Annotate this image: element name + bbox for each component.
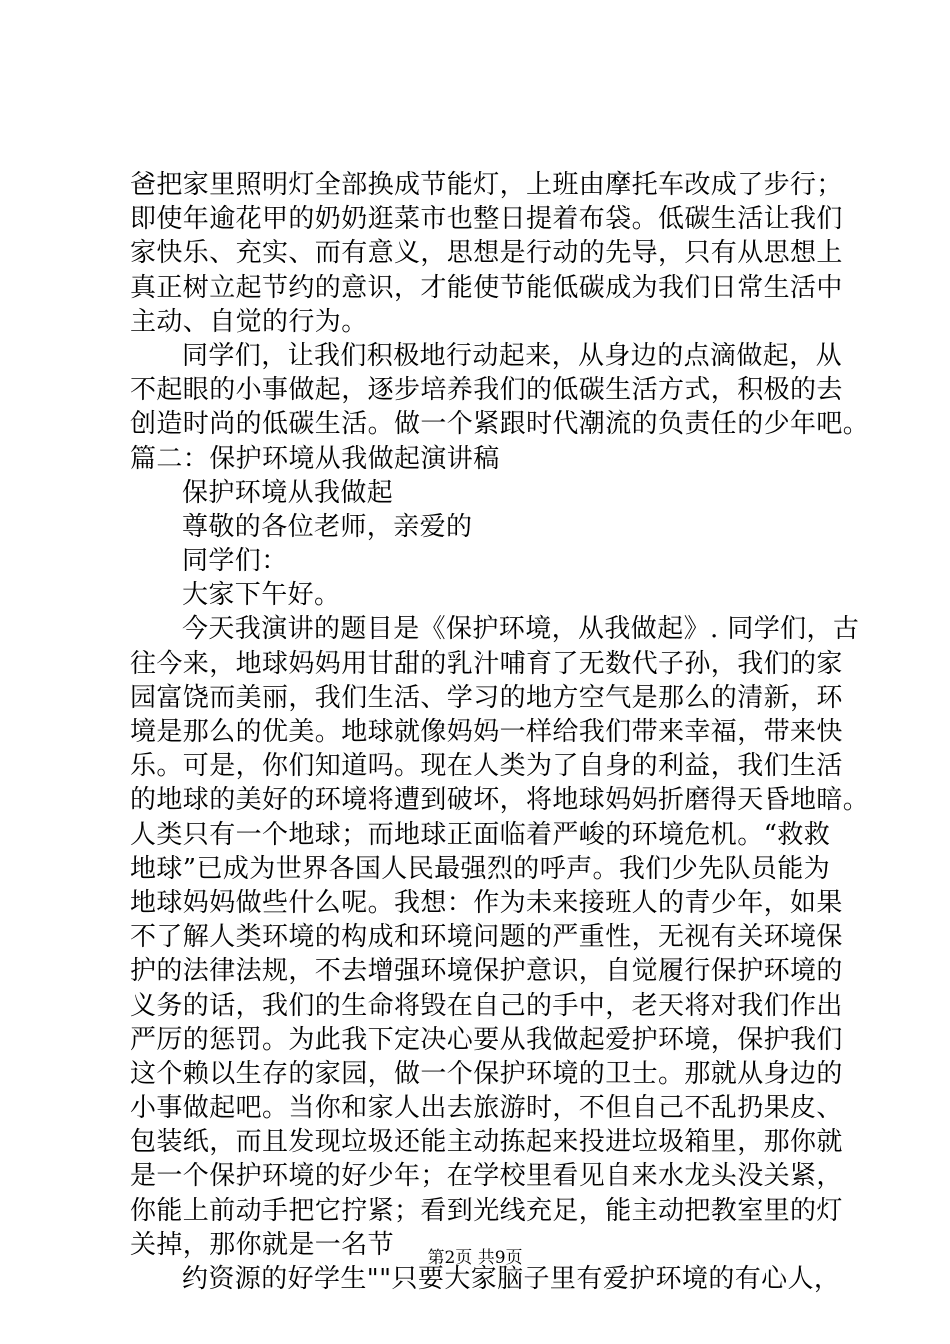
text-line: 护的法律法规，不去增强环境保护意识，自觉履行保护环境的 [130, 956, 843, 987]
speech-title: 保护环境从我做起 [182, 477, 394, 508]
text-line: 约资源的好学生""只要大家脑子里有爱护环境的有心人， [182, 1264, 841, 1294]
text-line: 爸把家里照明灯全部换成节能灯，上班由摩托车改成了步行； [130, 170, 843, 200]
document-body [130, 168, 870, 1296]
section-heading: 篇二：保护环境从我做起演讲稿 [130, 443, 500, 474]
text-line: 严厉的惩罚。为此我下定决心要从我做起爱护环境，保护我们 [130, 1024, 843, 1055]
text-line: 同学们，让我们积极地行动起来，从身边的点滴做起，从 [182, 340, 843, 371]
text-line: 创造时尚的低碳生活。做一个紧跟时代潮流的负责任的少年吧。 [130, 409, 870, 440]
text-line: 义务的话，我们的生命将毁在自己的手中，老天将对我们作出 [130, 990, 843, 1021]
text-line: 境是那么的优美。地球就像妈妈一样给我们带来幸福，带来快 [130, 717, 843, 747]
text-line: 主动、自觉的行为。 [130, 306, 368, 337]
text-line: 的地球的美好的环境将遭到破坏，将地球妈妈折磨得天昏地暗。 [130, 785, 870, 816]
text-line: 即使年逾花甲的奶奶逛菜市也整日提着布袋。低碳生活让我们 [130, 204, 843, 235]
text-line: 你能上前动手把它拧紧；看到光线充足，能主动把教室里的灯 [130, 1195, 843, 1226]
text-line: 这个赖以生存的家园，做一个保护环境的卫士。那就从身边的 [130, 1058, 843, 1089]
text-line: 人类只有一个地球；而地球正面临着严峻的环境危机。“救救 [130, 819, 831, 850]
text-line: 地球妈妈做些什么呢。我想：作为未来接班人的青少年，如果 [130, 887, 843, 918]
text-line: 园富饶而美丽，我们生活、学习的地方空气是那么的清新，环 [130, 682, 843, 713]
text-line: 同学们： [182, 546, 288, 577]
text-line: 乐。可是，你们知道吗。现在人类为了自身的利益，我们生活 [130, 751, 843, 782]
text-line: 尊敬的各位老师，亲爱的 [182, 511, 473, 542]
text-line: 不起眼的小事做起，逐步培养我们的低碳生活方式，积极的去 [130, 375, 843, 406]
text-line: 往今来，地球妈妈用甘甜的乳汁哺育了无数代子孙，我们的家 [130, 648, 843, 679]
text-line: 真正树立起节约的意识，才能使节能低碳成为我们日常生活中 [130, 272, 843, 303]
text-line: 关掉，那你就是一名节 [130, 1229, 395, 1260]
page-number-footer: 第2页 共9页 [427, 1248, 523, 1268]
text-line: 今天我演讲的题目是《保护环境，从我做起》. 同学们，古 [182, 614, 860, 645]
text-line: 家快乐、充实、而有意义，思想是行动的先导，只有从思想上 [130, 238, 843, 269]
text-line: 小事做起吧。当你和家人出去旅游时，不但自己不乱扔果皮、 [130, 1093, 843, 1124]
text-line: 大家下午好。 [182, 580, 341, 611]
text-line: 地球”已成为世界各国人民最强烈的呼声。我们少先队员能为 [130, 853, 831, 884]
text-line: 是一个保护环境的好少年；在学校里看见自来水龙头没关紧， [130, 1161, 843, 1192]
text-line: 包装纸，而且发现垃圾还能主动拣起来投进垃圾箱里，那你就 [130, 1127, 843, 1158]
text-line: 不了解人类环境的构成和环境问题的严重性，无视有关环境保 [130, 922, 843, 953]
